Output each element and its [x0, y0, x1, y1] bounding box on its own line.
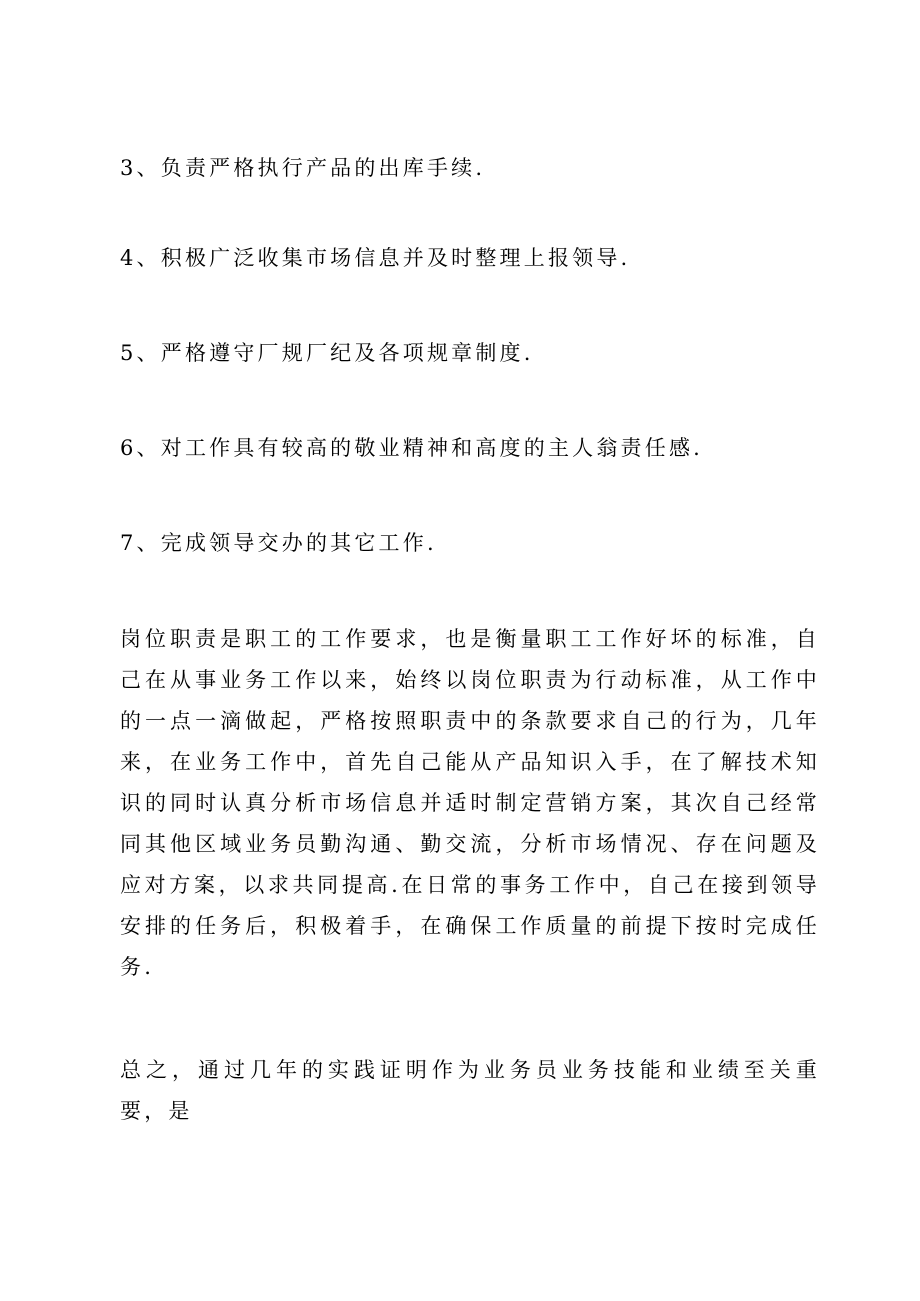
list-item-6: 6、对工作具有较高的敬业精神和高度的主人翁责任感.	[120, 436, 704, 460]
list-item-7: 7、完成领导交办的其它工作.	[120, 531, 437, 555]
body-paragraph-summary	[120, 1050, 820, 1132]
list-item-3: 3、负责严格执行产品的出库手续.	[120, 156, 486, 180]
body-paragraph-job-duties	[120, 619, 820, 988]
paragraph-text: 岗位职责是职工的工作要求，也是衡量职工工作好坏的标准，自己在从事业务工作以来，始终以岗位职责为行动标准，从工作中的一点一滴做起，严格按照职责中的条款要求自己的行为，几年来，在业务工作中，首先自己能从产品知识入手，在了解技术知识的同时认真分析市场信息并适时制定营销方案，其次自己经常同其他区域业务员勤沟通、勤交流，分析市场情况、存在问题及应对方案，以求共同提高.在日常的事务工作中，自己在接到领导安排的任务后，积极着手，在确保工作质量的前提下按时完成任务.	[120, 627, 820, 979]
list-item-5: 5、严格遵守厂规厂纪及各项规章制度.	[120, 341, 534, 365]
paragraph-text: 总之，通过几年的实践证明作为业务员业务技能和业绩至关重要，是	[120, 1058, 820, 1123]
list-item-4: 4、积极广泛收集市场信息并及时整理上报领导.	[120, 246, 631, 270]
